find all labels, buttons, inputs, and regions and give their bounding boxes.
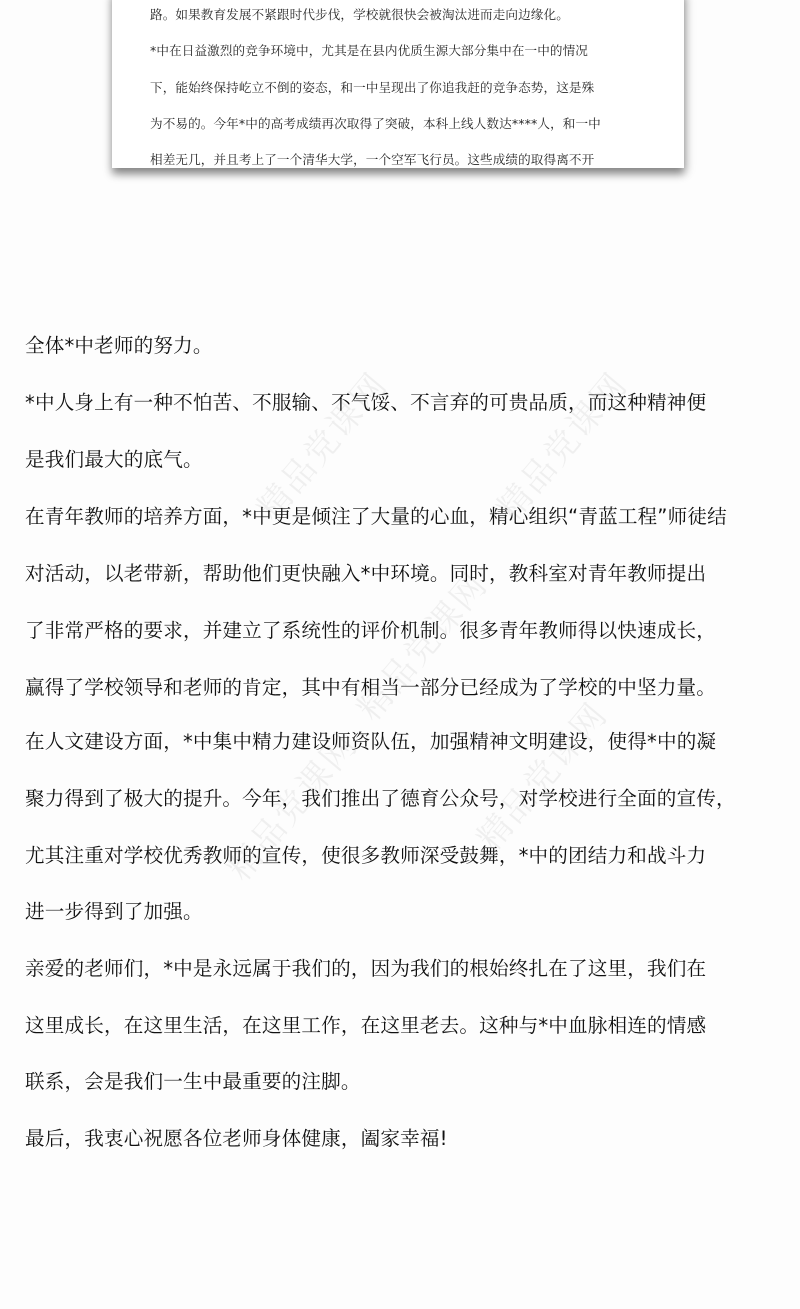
body-line: 在人文建设方面，*中集中精力建设师资队伍，加强精神文明建设，使得*中的凝: [25, 730, 717, 753]
preview-line: 下，能始终保持屹立不倒的姿态，和一中呈现出了你追我赶的竞争态势，这是殊: [150, 80, 595, 95]
watermark-text: 精品党课网: [489, 364, 636, 529]
body-line: 全体*中老师的努力。: [25, 334, 213, 357]
body-line: 对活动，以老带新，帮助他们更快融入*中环境。同时，教科室对青年教师提出: [25, 562, 707, 585]
body-line: 亲爱的老师们，*中是永远属于我们的，因为我们的根始终扎在了这里，我们在: [25, 957, 707, 980]
preview-line: 相差无几，并且考上了一个清华大学，一个空军飞行员。这些成绩的取得离不开: [150, 152, 595, 167]
body-line: 进一步得到了加强。: [25, 900, 203, 923]
body-line: 了非常严格的要求，并建立了系统性的评价机制。很多青年教师得以快速成长，: [25, 619, 717, 642]
body-line: 最后，我衷心祝愿各位老师身体健康，阖家幸福!: [25, 1127, 448, 1150]
body-line: 尤其注重对学校优秀教师的宣传，使很多教师深受鼓舞，*中的团结力和战斗力: [25, 844, 707, 867]
body-line: 赢得了学校领导和老师的肯定，其中有相当一部分已经成为了学校的中坚力量。: [25, 676, 717, 699]
body-line: *中人身上有一种不怕苦、不服输、不气馁、不言弃的可贵品质，而这种精神便: [25, 391, 707, 414]
watermark-text: 精品党课网: [219, 724, 366, 889]
body-line: 聚力得到了极大的提升。今年，我们推出了德育公众号，对学校进行全面的宣传，: [25, 787, 736, 810]
preview-line: 为不易的。今年*中的高考成绩再次取得了突破，本科上线人数达****人，和一中: [150, 116, 601, 131]
body-line: 是我们最大的底气。: [25, 448, 203, 471]
watermark-text: 精品党课网: [249, 364, 396, 529]
body-line: 联系，会是我们一生中最重要的注脚。: [25, 1070, 361, 1093]
preview-line: 路。如果教育发展不紧跟时代步伐，学校就很快会被淘汰进而走向边缘化。: [150, 7, 569, 22]
body-line: 这里成长，在这里生活，在这里工作，在这里老去。这种与*中血脉相连的情感: [25, 1014, 707, 1037]
body-line: 在青年教师的培养方面，*中更是倾注了大量的心血，精心组织“青蓝工程”师徒结: [25, 505, 727, 528]
document-preview-card: [112, 0, 684, 168]
preview-line: *中在日益激烈的竞争环境中，尤其是在县内优质生源大部分集中在一中的情况: [150, 43, 588, 58]
watermark-text: 精品党课网: [349, 564, 496, 729]
watermark-text: 精品党课网: [469, 694, 616, 859]
